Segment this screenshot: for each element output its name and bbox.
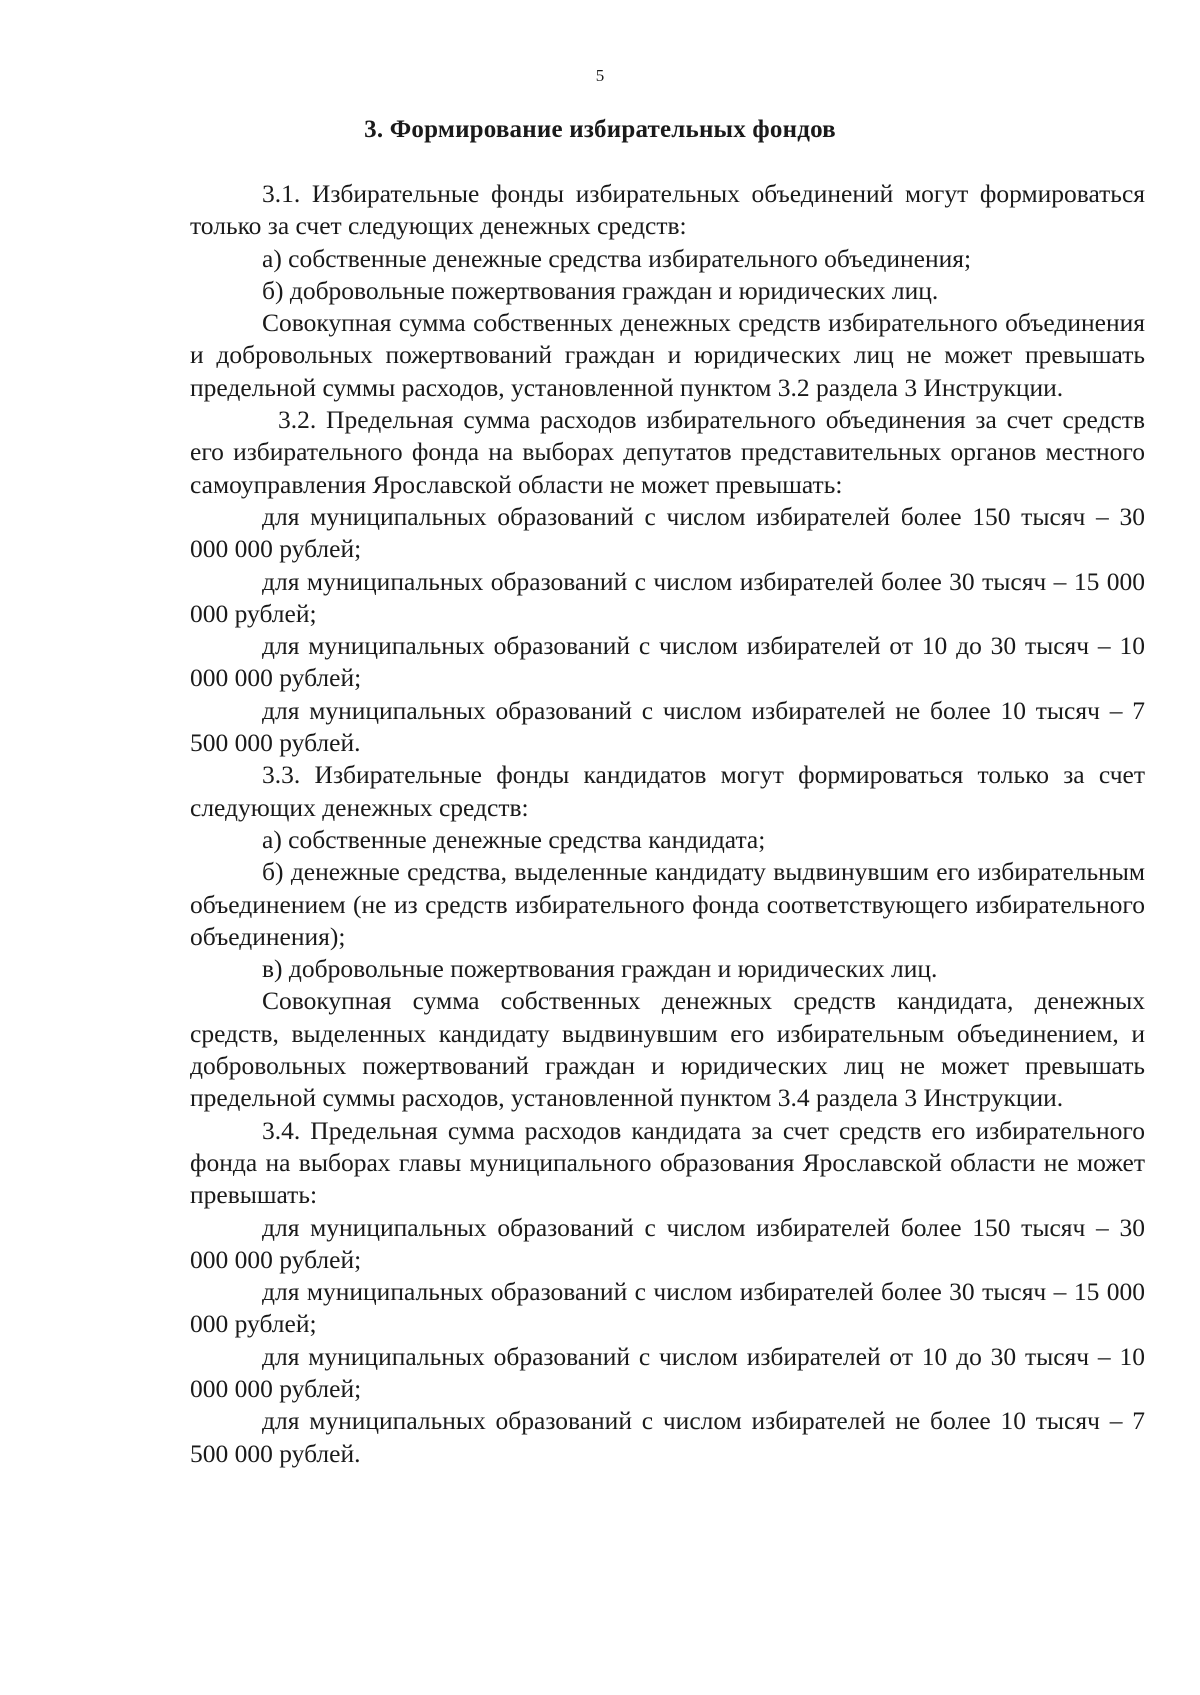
list-item-3-3-a: а) собственные денежные средства кандидата; [262,824,766,854]
paragraph-3-3-total: Совокупная сумма собственных денежных средств кандидата, денежных средств, выделенных кандидату выдвинувшим его избирательным объединением, и добровольных пожертвований граждан и юридических лиц не может превышать предельной суммы расходов, установленной пунктом 3.4 раздела 3 Инструкции. [190,986,1145,1113]
limit-item-3-2-10-30k: для муниципальных образований с числом избирателей от 10 до 30 тысяч – 10 000 000 рублей; [190,631,1145,693]
page-number: 5 [595,66,605,85]
limit-item-3-4-10k: для муниципальных образований с числом избирателей не более 10 тысяч – 7 500 000 рублей. [190,1406,1145,1468]
limit-item-3-4-150k: для муниципальных образований с числом избирателей более 150 тысяч – 30 000 000 рублей; [190,1212,1145,1274]
document-body [190,178,1145,1470]
limit-item-3-2-30k: для муниципальных образований с числом избирателей более 30 тысяч – 15 000 000 рублей; [190,566,1145,628]
paragraph-3-1-total: Совокупная сумма собственных денежных средств избирательного объединения и добровольных пожертвований граждан и юридических лиц не может превышать предельной суммы расходов, установленной пунктом 3.2 раздела 3 Инструкции. [190,308,1145,402]
list-item-3-1-b: б) добровольные пожертвования граждан и юридических лиц. [262,275,939,305]
limit-item-3-4-30k: для муниципальных образований с числом избирателей более 30 тысяч – 15 000 000 рублей; [190,1277,1145,1339]
paragraph-3-4: 3.4. Предельная сумма расходов кандидата за счет средств его избирательного фонда на выборах главы муниципального образования Ярославской области не может превышать: [190,1115,1145,1210]
limit-item-3-2-150k: для муниципальных образований с числом избирателей более 150 тысяч – 30 000 000 рублей; [190,501,1145,564]
limit-item-3-2-10k: для муниципальных образований с числом избирателей не более 10 тысяч – 7 500 000 рублей. [190,695,1145,758]
list-item-3-3-c: в) добровольные пожертвования граждан и юридических лиц. [262,954,938,984]
section-title: 3. Формирование избирательных фондов [364,116,836,143]
paragraph-3-1: 3.1. Избирательные фонды избирательных объединений могут формироваться только за счет следующих денежных средств: [190,179,1145,241]
paragraph-3-3: 3.3. Избирательные фонды кандидатов могут формироваться только за счет следующих денежных средств: [190,760,1145,822]
paragraph-3-2: 3.2. Предельная сумма расходов избирательного объединения за счет средств его избирательного фонда на выборах депутатов представительных органов местного самоуправления Ярославской области не может превышать: [190,405,1145,499]
limit-item-3-4-10-30k: для муниципальных образований с числом избирателей от 10 до 30 тысяч – 10 000 000 рублей; [190,1341,1145,1403]
list-item-3-1-a: а) собственные денежные средства избирательного объединения; [262,243,972,273]
list-item-3-3-b: б) денежные средства, выделенные кандидату выдвинувшим его избирательным объединением (не из средств избирательного фонда соответствующего избирательного объединения); [190,857,1145,951]
